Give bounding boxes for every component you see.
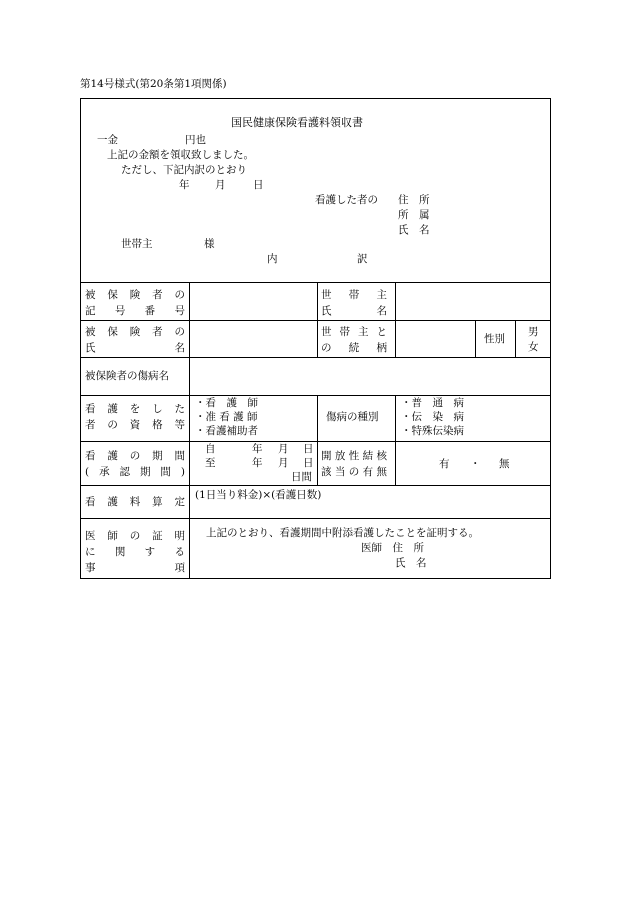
row-rule-6 xyxy=(81,518,550,519)
tb-no: 無 xyxy=(499,458,510,470)
head-of-household-label: 世帯主 xyxy=(121,238,153,250)
label-char: 号 xyxy=(174,305,185,317)
row-rule-4 xyxy=(81,441,550,442)
label-char: 険 xyxy=(129,289,141,301)
label-column-rule xyxy=(189,282,190,578)
label-char: 号 xyxy=(114,305,126,317)
form-number: 第14号様式(第20条第1項関係) xyxy=(80,78,227,90)
label-char: 資 xyxy=(129,419,141,431)
label-char: 帯 xyxy=(339,326,350,338)
insured-symbol-label-2 xyxy=(85,306,185,317)
doctor-label-3 xyxy=(85,563,185,574)
label-char: の xyxy=(129,450,141,462)
head-relation-label-1 xyxy=(321,327,387,338)
label-char: 結 xyxy=(362,450,374,462)
honorific-label: 様 xyxy=(204,238,215,250)
period-to-year: 年 xyxy=(252,457,263,469)
label-char: 開 xyxy=(321,450,332,462)
breakdown-statement: ただし、下記内訳のとおり xyxy=(121,164,247,176)
gender-value-rule xyxy=(515,320,516,357)
label-char: の xyxy=(129,530,141,542)
label-char: 番 xyxy=(144,305,156,317)
label-char: 期 xyxy=(152,450,163,462)
insured-name-label-2 xyxy=(85,343,185,354)
label-char: に xyxy=(85,546,96,558)
period-to-month: 月 xyxy=(278,457,289,469)
head-name-label-1 xyxy=(321,290,387,301)
label-char: 氏 xyxy=(321,305,332,317)
label-char: す xyxy=(144,546,156,558)
label-char: 氏 xyxy=(85,342,96,354)
form-title: 国民健康保険看護料領収書 xyxy=(231,116,363,129)
label-char: ( xyxy=(85,466,90,478)
table-top-rule xyxy=(81,282,550,283)
head-relation-label-2 xyxy=(321,343,387,354)
label-char: 算 xyxy=(152,496,163,508)
period-from-day: 日 xyxy=(303,443,314,455)
label-char: 間 xyxy=(160,466,171,478)
label-char: の xyxy=(107,419,118,431)
label-char: 者 xyxy=(152,326,163,338)
label-char: 被 xyxy=(85,289,96,301)
row-rule-1 xyxy=(81,320,550,321)
right-label-rule-a xyxy=(395,282,396,357)
gender-label: 性別 xyxy=(484,333,505,345)
label-char: 性 xyxy=(348,450,360,462)
label-char: 被 xyxy=(85,326,96,338)
label-char: 証 xyxy=(152,530,163,542)
label-char: る xyxy=(174,546,185,558)
label-char: を xyxy=(129,403,141,415)
nurse-label: 看護した者の xyxy=(315,194,378,206)
label-char: 認 xyxy=(119,466,131,478)
label-char: 険 xyxy=(129,326,141,338)
label-char: 明 xyxy=(174,530,185,542)
period-label-1 xyxy=(85,451,185,462)
label-char: 放 xyxy=(334,450,346,462)
label-char: 無 xyxy=(376,466,387,478)
label-char: 者 xyxy=(152,289,163,301)
doctor-label-1 xyxy=(85,531,185,542)
doctor-address-label: 医師 住 所 xyxy=(361,542,424,554)
label-char: 主 xyxy=(376,289,387,301)
nurse-address-label: 住 所 xyxy=(398,194,430,206)
qualification-option-assistant-nurse: ・准 看 護 師 xyxy=(195,411,258,423)
label-char: 保 xyxy=(107,289,118,301)
period-from-year: 年 xyxy=(252,443,263,455)
receipt-form xyxy=(80,98,551,579)
label-char: 核 xyxy=(376,450,387,462)
fee-label xyxy=(85,497,185,508)
amount-suffix: 円也 xyxy=(185,134,206,146)
label-char: 承 xyxy=(99,466,110,478)
doctor-name-label: 氏 名 xyxy=(395,557,427,569)
date-year-label: 年 xyxy=(179,179,190,191)
amount-prefix: 一金 xyxy=(97,134,118,146)
label-char: 護 xyxy=(107,450,118,462)
label-char: 料 xyxy=(129,496,141,508)
label-char: し xyxy=(152,403,163,415)
breakdown-title-1: 内 xyxy=(267,253,278,265)
label-char: 等 xyxy=(174,419,185,431)
label-char: 有 xyxy=(362,466,374,478)
label-char: 事 xyxy=(85,562,96,574)
period-to-label: 至 xyxy=(205,457,216,469)
period-from-label: 自 xyxy=(205,443,216,455)
row-rule-3 xyxy=(81,395,550,396)
illness-type-infectious: ・伝 染 病 xyxy=(401,411,464,423)
label-char: の xyxy=(174,289,185,301)
nurse-name-label: 氏 名 xyxy=(398,224,430,236)
row-rule-5 xyxy=(81,485,550,486)
label-char: の xyxy=(174,326,185,338)
period-days-label: 日間 xyxy=(291,471,312,483)
label-char: 世 xyxy=(321,289,332,301)
label-char: 名 xyxy=(376,305,387,317)
label-char: ) xyxy=(180,466,185,478)
label-char: た xyxy=(174,403,185,415)
mid-column-rule-b xyxy=(317,395,318,485)
illness-type-ordinary: ・普 通 病 xyxy=(401,397,464,409)
received-statement: 上記の金額を領収致しました。 xyxy=(107,149,254,161)
label-char: 世 xyxy=(321,326,332,338)
label-char: 保 xyxy=(107,326,118,338)
period-to-day: 日 xyxy=(303,457,314,469)
insured-name-label-1 xyxy=(85,327,185,338)
tb-label-2 xyxy=(321,467,387,478)
label-char: 期 xyxy=(139,466,151,478)
nurse-affiliation-label: 所 属 xyxy=(398,209,430,221)
qualification-option-nurse: ・看 護 師 xyxy=(195,397,258,409)
label-char: 看 xyxy=(85,450,96,462)
label-char: 定 xyxy=(174,496,185,508)
injury-name-label: 被保険者の傷病名 xyxy=(85,370,169,382)
label-char: 続 xyxy=(348,342,360,354)
label-char: 師 xyxy=(107,530,118,542)
head-name-label-2 xyxy=(321,306,387,317)
label-char: 関 xyxy=(114,546,126,558)
tb-separator: ・ xyxy=(470,458,481,470)
label-char: 名 xyxy=(174,342,185,354)
label-char: と xyxy=(376,326,387,338)
qualification-label-2 xyxy=(85,420,185,431)
label-char: 記 xyxy=(85,305,96,317)
fee-formula: (1日当り料金)×(看護日数) xyxy=(195,489,322,501)
label-char: 当 xyxy=(334,466,346,478)
label-char: の xyxy=(348,466,360,478)
breakdown-title-2: 訳 xyxy=(357,253,368,265)
label-char: 護 xyxy=(107,496,118,508)
illness-type-special: ・特殊伝染病 xyxy=(401,425,464,437)
qualification-option-aide: ・看護補助者 xyxy=(195,425,258,437)
label-char: 看 xyxy=(85,403,96,415)
label-char: 項 xyxy=(174,562,185,574)
label-char: 護 xyxy=(107,403,118,415)
label-char: 者 xyxy=(85,419,96,431)
label-char: 間 xyxy=(174,450,185,462)
tb-label-1 xyxy=(321,451,387,462)
label-char: 柄 xyxy=(376,342,387,354)
mid-column-rule-a xyxy=(317,282,318,357)
doctor-statement: 上記のとおり、看護期間中附添看護したことを証明する。 xyxy=(206,527,479,539)
gender-female: 女 xyxy=(528,341,539,353)
label-char: 看 xyxy=(85,496,96,508)
doctor-label-2 xyxy=(85,547,185,558)
right-label-rule-b xyxy=(395,395,396,485)
tb-yes: 有 xyxy=(439,458,450,470)
label-char: の xyxy=(321,342,332,354)
label-char: 該 xyxy=(321,466,332,478)
date-day-label: 日 xyxy=(253,179,264,191)
label-char: 主 xyxy=(358,326,369,338)
gender-male: 男 xyxy=(528,326,539,338)
illness-type-label: 傷病の種別 xyxy=(326,411,379,423)
insured-symbol-label-1 xyxy=(85,290,185,301)
label-char: 帯 xyxy=(348,289,360,301)
label-char: 格 xyxy=(152,419,163,431)
period-from-month: 月 xyxy=(278,443,289,455)
label-char: 医 xyxy=(85,530,96,542)
date-month-label: 月 xyxy=(215,179,226,191)
period-label-2 xyxy=(85,467,185,478)
gender-label-rule xyxy=(475,320,476,357)
qualification-label-1 xyxy=(85,404,185,415)
row-rule-2 xyxy=(81,357,550,358)
